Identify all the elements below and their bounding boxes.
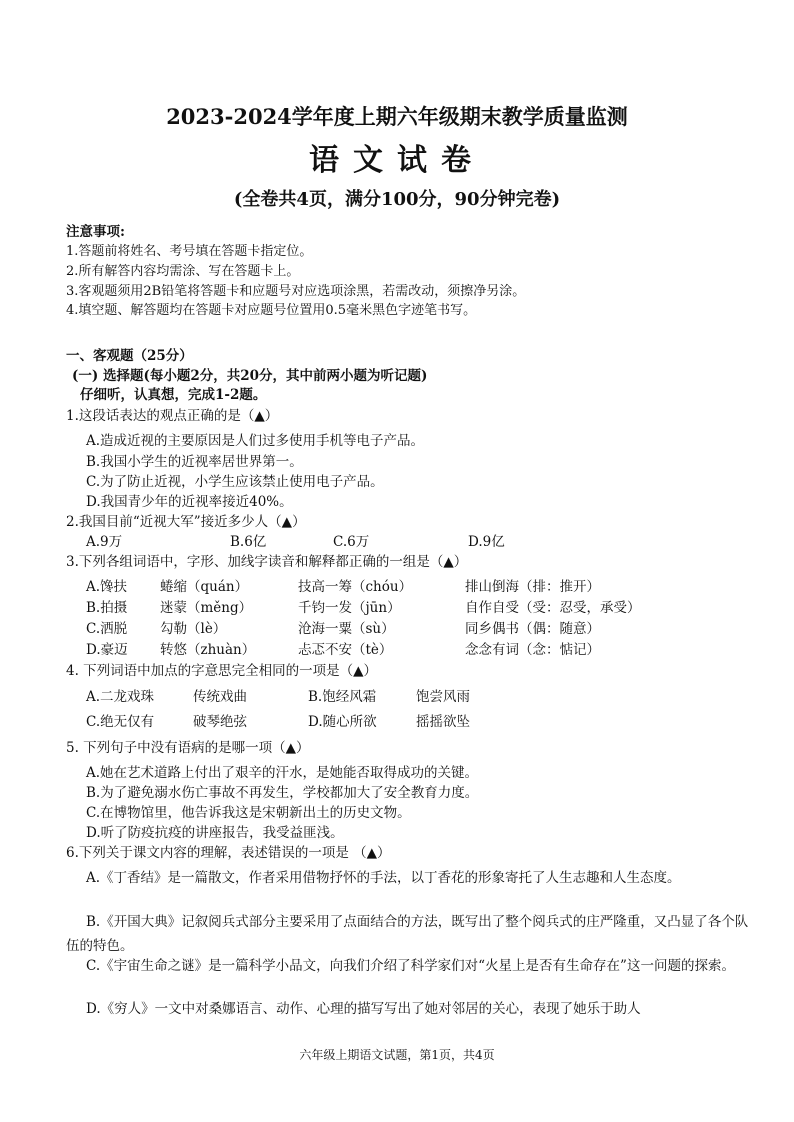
- question-option: A.造成近视的主要原因是人们过多使用手机等电子产品。: [86, 433, 425, 449]
- question-option: D.《穷人》一文中对桑娜语言、动作、心理的描写写出了她对邻居的关心，表现了她乐于助人: [86, 1001, 641, 1017]
- note-item: 1.答题前将姓名、考号填在答题卡指定位。: [66, 244, 313, 259]
- word-cell: C.洒脱: [86, 621, 128, 637]
- question-option: A.9万: [86, 534, 123, 550]
- question-stem: 4. 下列词语中加点的字意思完全相同的一项是（▲）: [66, 663, 378, 679]
- word-cell: 同乡偶书（偶：随意）: [465, 621, 600, 637]
- note-item: 2.所有解答内容均需涂、写在答题卡上。: [66, 264, 300, 279]
- question-option: D.听了防疫抗疫的讲座报告，我受益匪浅。: [86, 825, 344, 841]
- word-cell: 传统戏曲: [193, 689, 247, 705]
- question-option: D.我国青少年的近视率接近40%。: [86, 494, 293, 510]
- word-cell: 摇摇欲坠: [416, 714, 470, 730]
- exam-title: 2023-2024学年度上期六年级期末教学质量监测: [166, 104, 628, 129]
- question-stem: 5. 下列句子中没有语病的是哪一项（▲）: [66, 740, 310, 756]
- word-cell: 技高一筹（chóu）: [298, 579, 413, 595]
- question-option: C.在博物馆里，他告诉我这是宋朝新出土的历史文物。: [86, 805, 411, 821]
- word-cell: D.豪迈: [86, 642, 128, 658]
- question-stem: 3.下列各组词语中，字形、加线字读音和解释都正确的一组是（▲）: [66, 554, 468, 570]
- word-cell: D.随心所欲: [308, 714, 377, 730]
- word-cell: 千钧一发（jūn）: [298, 600, 401, 616]
- question-option: A.她在艺术道路上付出了艰辛的汗水，是她能否取得成功的关键。: [86, 765, 479, 781]
- word-cell: 迷蒙（měng）: [160, 600, 253, 616]
- word-cell: B.饱经风霜: [308, 689, 377, 705]
- word-cell: 排山倒海（排：推开）: [465, 579, 600, 595]
- question-option: D.9亿: [468, 534, 505, 550]
- question-stem: 2.我国目前“近视大军”接近多少人（▲）: [66, 514, 306, 530]
- word-cell: 蜷缩（quán）: [160, 579, 249, 595]
- question-stem: 1.这段话表达的观点正确的是（▲）: [66, 408, 279, 424]
- word-cell: 饱尝风雨: [416, 689, 470, 705]
- subsection-heading: (一) 选择题(每小题2分，共20分，其中前两小题为听记题): [72, 368, 428, 384]
- note-item: 4.填空题、解答题均在答题卡对应题号位置用0.5毫米黑色字迹笔书写。: [66, 303, 477, 318]
- word-cell: 念念有词（念：惦记）: [465, 642, 600, 658]
- word-cell: 忐忑不安（tè）: [298, 642, 393, 658]
- word-cell: C.绝无仅有: [86, 714, 155, 730]
- subject-title: 语文试卷: [309, 143, 485, 178]
- exam-info: (全卷共4页，满分100分，90分钟完卷): [233, 189, 561, 210]
- question-option: B.《开国大典》记叙阅兵式部分主要采用了点面结合的方法，既写出了整个阅兵式的庄严隆重，又凸显了各个队伍的特色。: [66, 914, 749, 954]
- word-cell: 沧海一粟（sù）: [298, 621, 395, 637]
- page-footer: 六年级上期语文试题，第1页，共4页: [299, 1048, 495, 1062]
- question-option: B.6亿: [230, 534, 267, 550]
- word-cell: 勾勒（lè）: [160, 621, 227, 637]
- word-cell: B.拍摄: [86, 600, 128, 616]
- word-cell: 自作自受（受：忍受，承受）: [465, 600, 641, 616]
- question-option: C.《宇宙生命之谜》是一篇科学小品文，向我们介绍了科学家们对“火星上是否有生命存在”这一问题的探索。: [86, 958, 735, 974]
- note-item: 3.客观题须用2B铅笔将答题卡和应题号对应选项涂黑，若需改动，须擦净另涂。: [66, 284, 526, 299]
- question-option: B.为了避免溺水伤亡事故不再发生，学校都加大了安全教育力度。: [86, 785, 479, 801]
- question-stem: 6.下列关于课文内容的理解，表述错误的一项是 （▲）: [66, 845, 391, 861]
- question-option: B.我国小学生的近视率居世界第一。: [86, 454, 303, 470]
- listening-instruction: 仔细听，认真想，完成1-2题。: [80, 387, 267, 403]
- question-option: A.《丁香结》是一篇散文，作者采用借物抒怀的手法，以丁香花的形象寄托了人生志趣和人生态度。: [86, 870, 681, 886]
- section-heading: 一、客观题（25分）: [66, 348, 193, 364]
- question-option: C.为了防止近视，小学生应该禁止使用电子产品。: [86, 474, 384, 490]
- word-cell: 转悠（zhuàn）: [160, 642, 256, 658]
- word-cell: A.馋扶: [86, 579, 128, 595]
- word-cell: A.二龙戏珠: [86, 689, 155, 705]
- word-cell: 破琴绝弦: [193, 714, 247, 730]
- notes-heading: 注意事项:: [66, 224, 125, 240]
- question-option: C.6万: [333, 534, 370, 550]
